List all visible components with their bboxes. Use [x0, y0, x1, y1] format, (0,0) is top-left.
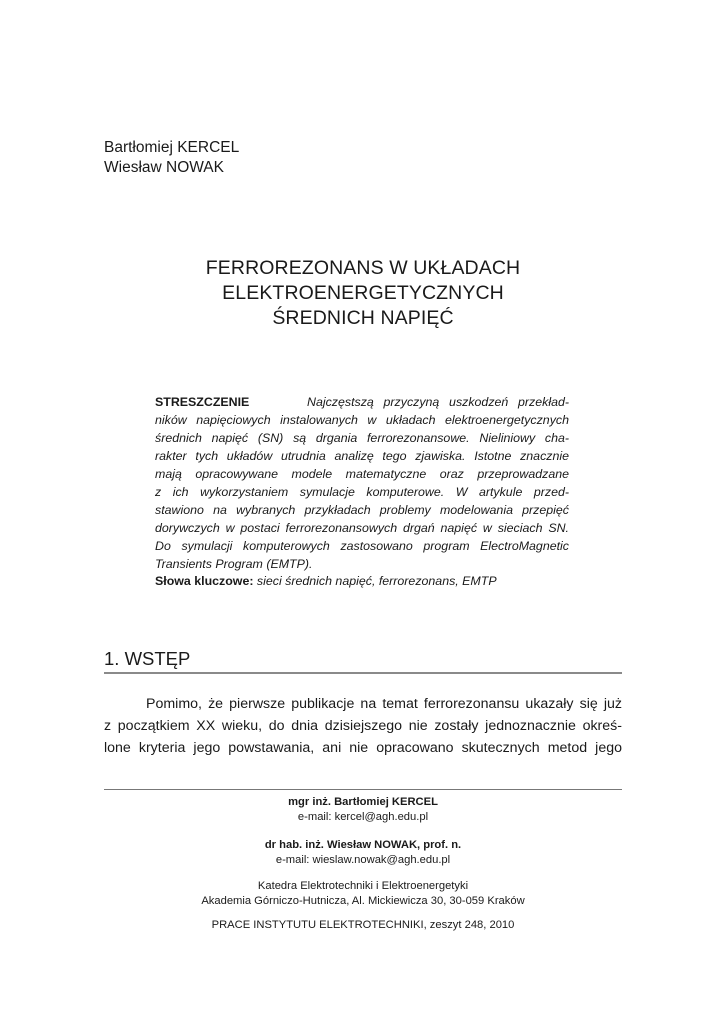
author-name: Bartłomiej KERCEL	[104, 139, 240, 156]
footnote-divider	[104, 789, 622, 790]
abstract-label: STRESZCZENIE	[155, 395, 250, 409]
abstract	[155, 393, 569, 573]
footnote-author-name: dr hab. inż. Wiesław NOWAK, prof. n.	[264, 839, 462, 851]
abstract-line: mają opracowywane modele matematyczne oraz przeprowadzane	[155, 467, 569, 481]
title-line: ELEKTROENERGETYCZNYCH	[222, 282, 504, 304]
footnote-author-name: mgr inż. Bartłomiej KERCEL	[288, 796, 438, 808]
body-paragraph	[104, 693, 622, 759]
title-line: FERROREZONANS W UKŁADACH	[205, 257, 521, 279]
abstract-line: z ich wykorzystaniem symulacje komputerowe. W artykule przed-	[155, 485, 569, 499]
footnote-publication: PRACE INSTYTUTU ELEKTROTECHNIKI, zeszyt 248, 2010	[211, 919, 515, 931]
abstract-line	[155, 393, 569, 411]
abstract-line: Do symulacji komputerowych zastosowano program ElectroMagnetic	[155, 539, 569, 553]
abstract-line: stawiono na wybranych przykładach problemy modelowania przepięć	[155, 503, 569, 517]
author-name: Wiesław NOWAK	[104, 159, 224, 176]
body-line: lone kryteria jego powstawania, ani nie opracowano skutecznych metod jego	[104, 740, 622, 756]
abstract-text: Najczęstszą przyczyną uszkodzeń przekład-	[307, 395, 569, 409]
section-heading: 1. WSTĘP	[104, 648, 622, 674]
author-list	[104, 138, 239, 178]
paper-title	[104, 256, 622, 331]
abstract-line: Transients Program (EMTP).	[155, 557, 313, 571]
abstract-line: średnich napięć (SN) są drgania ferrorezonansowe. Nieliniowy cha-	[155, 431, 569, 445]
title-line: ŚREDNICH NAPIĘĆ	[272, 307, 454, 329]
abstract-line: rakter tych układów utrudnia analizę tego zjawiska. Istotne znacznie	[155, 449, 569, 463]
abstract-line: ników napięciowych instalowanych w układach elektroenergetycznych	[155, 413, 569, 427]
footnote-author-email: e-mail: wieslaw.nowak@agh.edu.pl	[275, 854, 451, 866]
body-line: z początkiem XX wieku, do dnia dzisiejszego nie zostały jednoznacznie okreś-	[104, 718, 622, 734]
keywords-label: Słowa kluczowe:	[155, 574, 254, 588]
footnotes	[104, 795, 622, 933]
abstract-line: dorywczych w postaci ferrorezonansowych drgań napięć w sieciach SN.	[155, 521, 569, 535]
footnote-author-email: e-mail: kercel@agh.edu.pl	[297, 811, 429, 823]
footnote-affiliation: Akademia Górniczo-Hutnicza, Al. Mickiewicza 30, 30-059 Kraków	[201, 895, 525, 907]
footnote-affiliation: Katedra Elektrotechniki i Elektroenergetyki	[257, 880, 469, 892]
keywords-text: sieci średnich napięć, ferrorezonans, EMTP	[256, 574, 497, 588]
keywords	[155, 572, 497, 590]
body-line: Pomimo, że pierwsze publikacje na temat ferrorezonansu ukazały się już	[146, 696, 622, 712]
